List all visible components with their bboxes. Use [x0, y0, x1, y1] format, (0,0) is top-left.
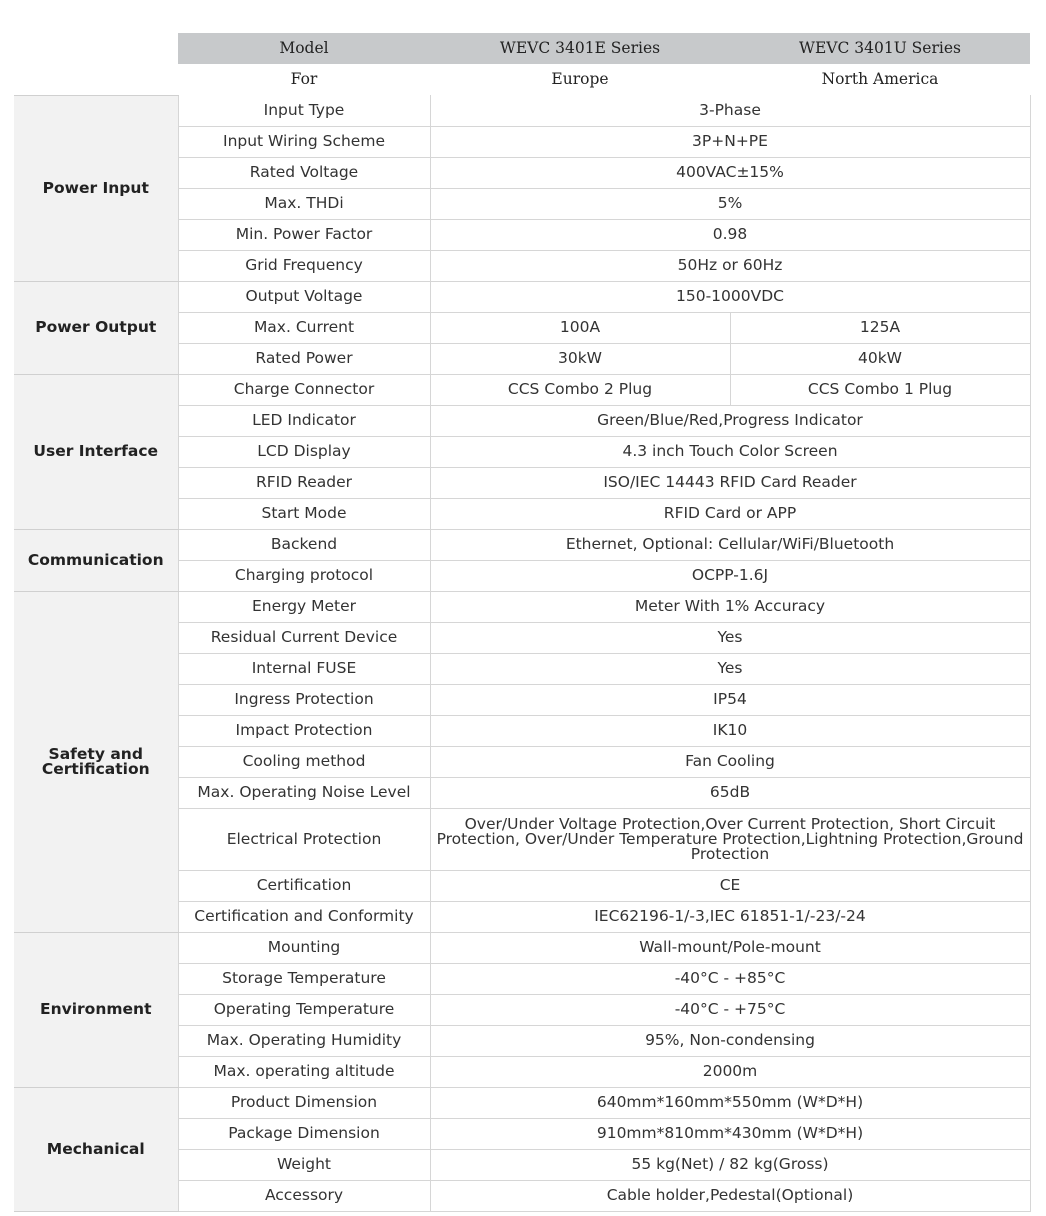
feature-value: 150-1000VDC — [430, 281, 1030, 312]
feature-value: -40°C - +85°C — [430, 963, 1030, 994]
feature-value-u: 40kW — [730, 343, 1030, 374]
feature-label: Max. Operating Humidity — [178, 1025, 430, 1056]
feature-label: Storage Temperature — [178, 963, 430, 994]
feature-value: 3P+N+PE — [430, 126, 1030, 157]
feature-label: Energy Meter — [178, 591, 430, 622]
feature-label: Package Dimension — [178, 1118, 430, 1149]
feature-label: Mounting — [178, 932, 430, 963]
feature-label: Operating Temperature — [178, 994, 430, 1025]
feature-value: 640mm*160mm*550mm (W*D*H) — [430, 1087, 1030, 1118]
feature-label: Grid Frequency — [178, 250, 430, 281]
feature-label: Max. Operating Noise Level — [178, 777, 430, 808]
spec-table — [14, 33, 1031, 1212]
feature-value: Yes — [430, 653, 1030, 684]
feature-label: Start Mode — [178, 498, 430, 529]
spec-row-charge-connector — [14, 374, 1030, 405]
feature-value: IK10 — [430, 715, 1030, 746]
spec-row-mounting — [14, 932, 1030, 963]
spec-row-output-voltage — [14, 281, 1030, 312]
feature-value: CE — [430, 870, 1030, 901]
feature-label: Rated Power — [178, 343, 430, 374]
feature-value: 400VAC±15% — [430, 157, 1030, 188]
spec-row-energy-meter — [14, 591, 1030, 622]
spec-row-product-dimension — [14, 1087, 1030, 1118]
region-e-label: Europe — [551, 70, 609, 88]
feature-label: Max. THDi — [178, 188, 430, 219]
feature-label: Charge Connector — [178, 374, 430, 405]
feature-label: Certification and Conformity — [178, 901, 430, 932]
feature-value: IEC62196-1/-3,IEC 61851-1/-23/-24 — [430, 901, 1030, 932]
feature-value: 0.98 — [430, 219, 1030, 250]
category-environment: Environment — [14, 932, 178, 1087]
feature-label: RFID Reader — [178, 467, 430, 498]
feature-value: Over/Under Voltage Protection,Over Current Protection, Short Circuit Protection, Over/Under Temperature Protection,Lightning Protection,Ground Protection — [430, 808, 1030, 870]
header-blank-cell — [14, 33, 178, 64]
feature-value: Cable holder,Pedestal(Optional) — [430, 1180, 1030, 1211]
feature-label: Output Voltage — [178, 281, 430, 312]
feature-label: Electrical Protection — [178, 808, 430, 870]
feature-label: Backend — [178, 529, 430, 560]
region-u-label: North America — [821, 70, 939, 88]
for-label: For — [290, 70, 318, 88]
feature-label: Max. Current — [178, 312, 430, 343]
series-u-label: WEVC 3401U Series — [730, 33, 1030, 64]
feature-value: 910mm*810mm*430mm (W*D*H) — [430, 1118, 1030, 1149]
feature-label: LED Indicator — [178, 405, 430, 436]
feature-value: RFID Card or APP — [430, 498, 1030, 529]
category-safety-and-certification: Safety and Certification — [14, 591, 178, 932]
feature-label: Product Dimension — [178, 1087, 430, 1118]
feature-label: Max. operating altitude — [178, 1056, 430, 1087]
category-user-interface: User Interface — [14, 374, 178, 529]
feature-value: 4.3 inch Touch Color Screen — [430, 436, 1030, 467]
feature-value-e: CCS Combo 2 Plug — [430, 374, 730, 405]
category-mechanical: Mechanical — [14, 1087, 178, 1211]
feature-label: Input Type — [178, 95, 430, 126]
feature-value: Yes — [430, 622, 1030, 653]
feature-value: Ethernet, Optional: Cellular/WiFi/Bluetooth — [430, 529, 1030, 560]
feature-value-u: 125A — [730, 312, 1030, 343]
feature-value: Fan Cooling — [430, 746, 1030, 777]
model-label: Model — [178, 33, 430, 64]
feature-value: IP54 — [430, 684, 1030, 715]
feature-value: 50Hz or 60Hz — [430, 250, 1030, 281]
feature-label: Rated Voltage — [178, 157, 430, 188]
feature-value: 55 kg(Net) / 82 kg(Gross) — [430, 1149, 1030, 1180]
feature-value: Wall-mount/Pole-mount — [430, 932, 1030, 963]
feature-value: Green/Blue/Red,Progress Indicator — [430, 405, 1030, 436]
feature-label: Residual Current Device — [178, 622, 430, 653]
feature-label: Impact Protection — [178, 715, 430, 746]
feature-value: 3-Phase — [430, 95, 1030, 126]
region-header-row — [14, 64, 1030, 95]
spec-table-body — [14, 33, 1030, 1211]
spec-row-backend — [14, 529, 1030, 560]
feature-value-e: 30kW — [430, 343, 730, 374]
feature-value-e: 100A — [430, 312, 730, 343]
category-communication: Communication — [14, 529, 178, 591]
feature-label: Charging protocol — [178, 560, 430, 591]
category-power-output: Power Output — [14, 281, 178, 374]
feature-label: Min. Power Factor — [178, 219, 430, 250]
feature-label: Input Wiring Scheme — [178, 126, 430, 157]
feature-value: 2000m — [430, 1056, 1030, 1087]
feature-value: 5% — [430, 188, 1030, 219]
feature-label: Accessory — [178, 1180, 430, 1211]
spec-row-input-type — [14, 95, 1030, 126]
feature-value: 95%, Non-condensing — [430, 1025, 1030, 1056]
region-blank-cell — [14, 64, 178, 95]
series-e-label: WEVC 3401E Series — [430, 33, 730, 64]
feature-label: Ingress Protection — [178, 684, 430, 715]
feature-label: Weight — [178, 1149, 430, 1180]
feature-label: Cooling method — [178, 746, 430, 777]
feature-value: -40°C - +75°C — [430, 994, 1030, 1025]
model-header-row — [14, 33, 1030, 64]
feature-value: OCPP-1.6J — [430, 560, 1030, 591]
feature-label: Internal FUSE — [178, 653, 430, 684]
feature-value-u: CCS Combo 1 Plug — [730, 374, 1030, 405]
feature-label: Certification — [178, 870, 430, 901]
feature-value: ISO/IEC 14443 RFID Card Reader — [430, 467, 1030, 498]
feature-value: 65dB — [430, 777, 1030, 808]
feature-value: Meter With 1% Accuracy — [430, 591, 1030, 622]
category-power-input: Power Input — [14, 95, 178, 281]
feature-label: LCD Display — [178, 436, 430, 467]
